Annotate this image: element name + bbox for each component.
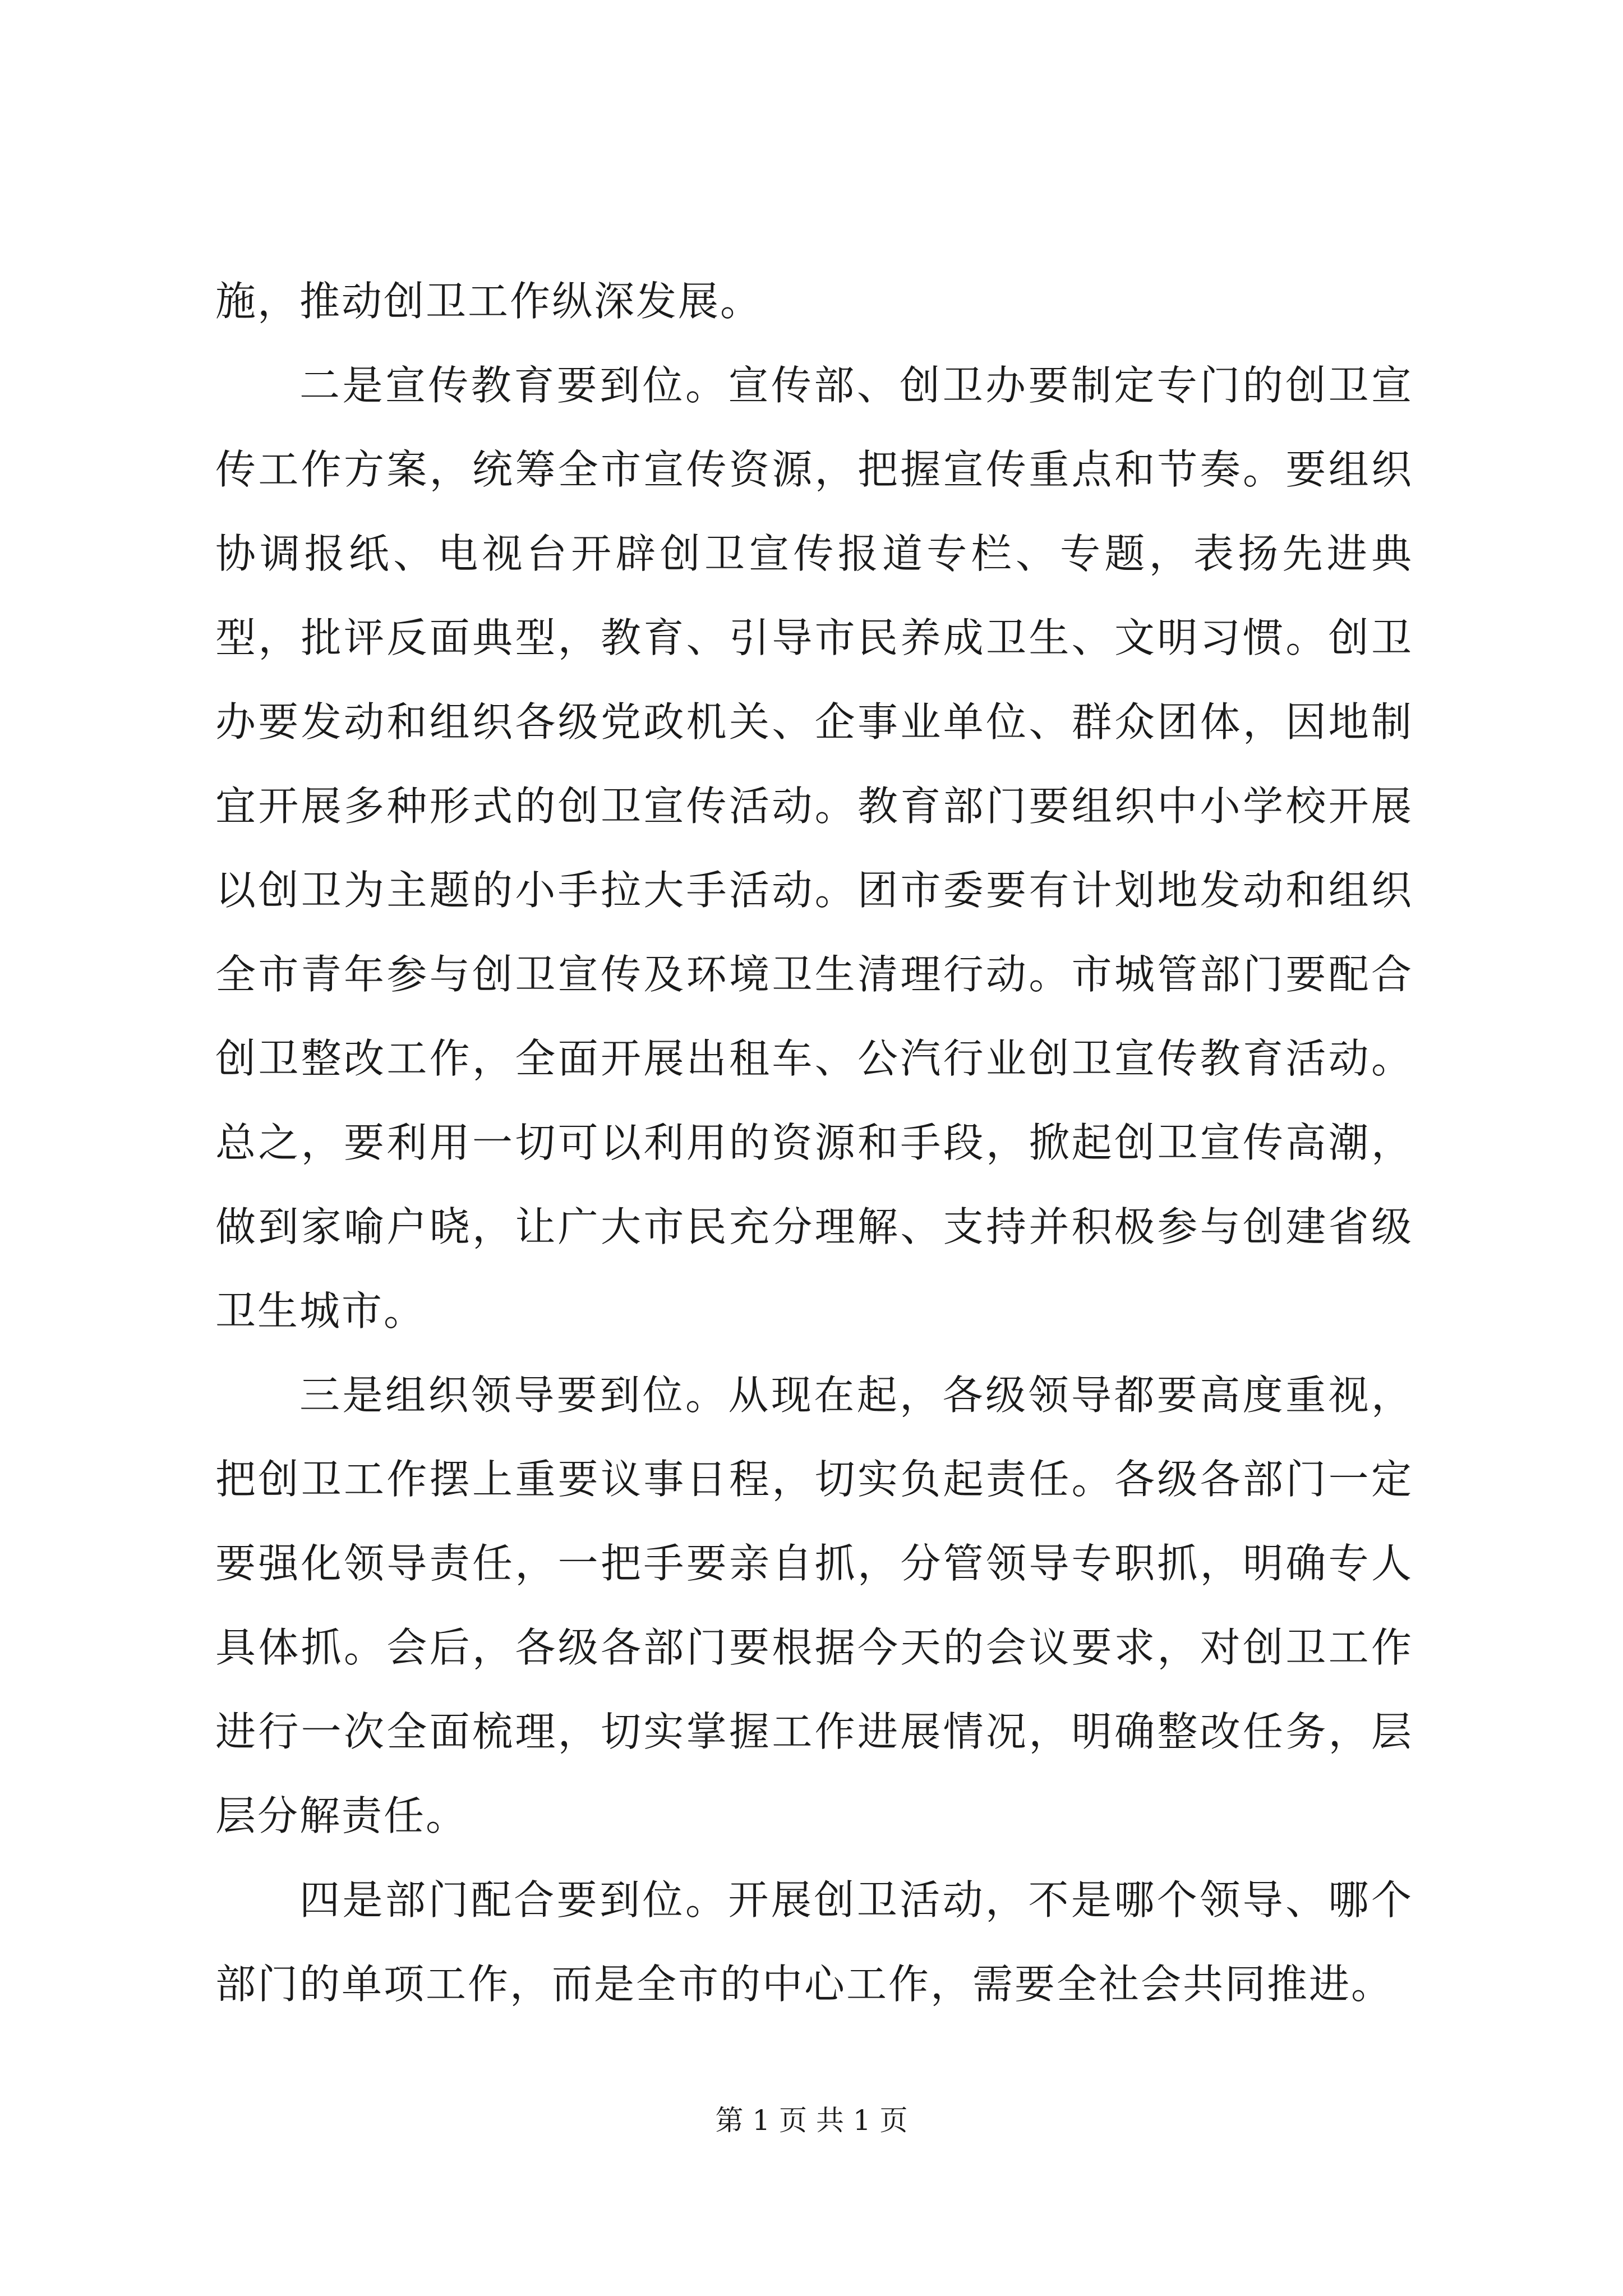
- paragraph-2: 二是宣传教育要到位。宣传部、创卫办要制定专门的创卫宣传工作方案，统筹全市宣传资源，把握宣传重点和节奏。要组织协调报纸、电视台开辟创卫宣传报道专栏、专题，表扬先进典型，批评反面典型，教育、引导市民养成卫生、文明习惯。创卫办要发动和组织各级党政机关、企事业单位、群众团体，因地制宜开展多种形式的创卫宣传活动。教育部门要组织中小学校开展以创卫为主题的小手拉大手活动。团市委要有计划地发动和组织全市青年参与创卫宣传及环境卫生清理行动。市城管部门要配合创卫整改工作，全面开展出租车、公汽行业创卫宣传教育活动。总之，要利用一切可以利用的资源和手段，掀起创卫宣传高潮，做到家喻户晓，让广大市民充分理解、支持并积极参与创建省级卫生城市。: [215, 362, 1413, 1335]
- document-body: [215, 259, 1413, 2026]
- page-footer: 第 1 页 共 1 页: [715, 2104, 908, 2137]
- paragraph-4: 四是部门配合要到位。开展创卫活动，不是哪个领导、哪个部门的单项工作，而是全市的中心工作，需要全社会共同推进。: [215, 1876, 1413, 2008]
- paragraph-1: 施，推动创卫工作纵深发展。: [215, 278, 763, 325]
- paragraph-3: 三是组织领导要到位。从现在起，各级领导都要高度重视，把创卫工作摆上重要议事日程，切实负起责任。各级各部门一定要强化领导责任，一把手要亲自抓，分管领导专职抓，明确专人具体抓。会后，各级各部门要根据今天的会议要求，对创卫工作进行一次全面梳理，切实掌握工作进展情况，明确整改任务，层层分解责任。: [215, 1372, 1413, 1839]
